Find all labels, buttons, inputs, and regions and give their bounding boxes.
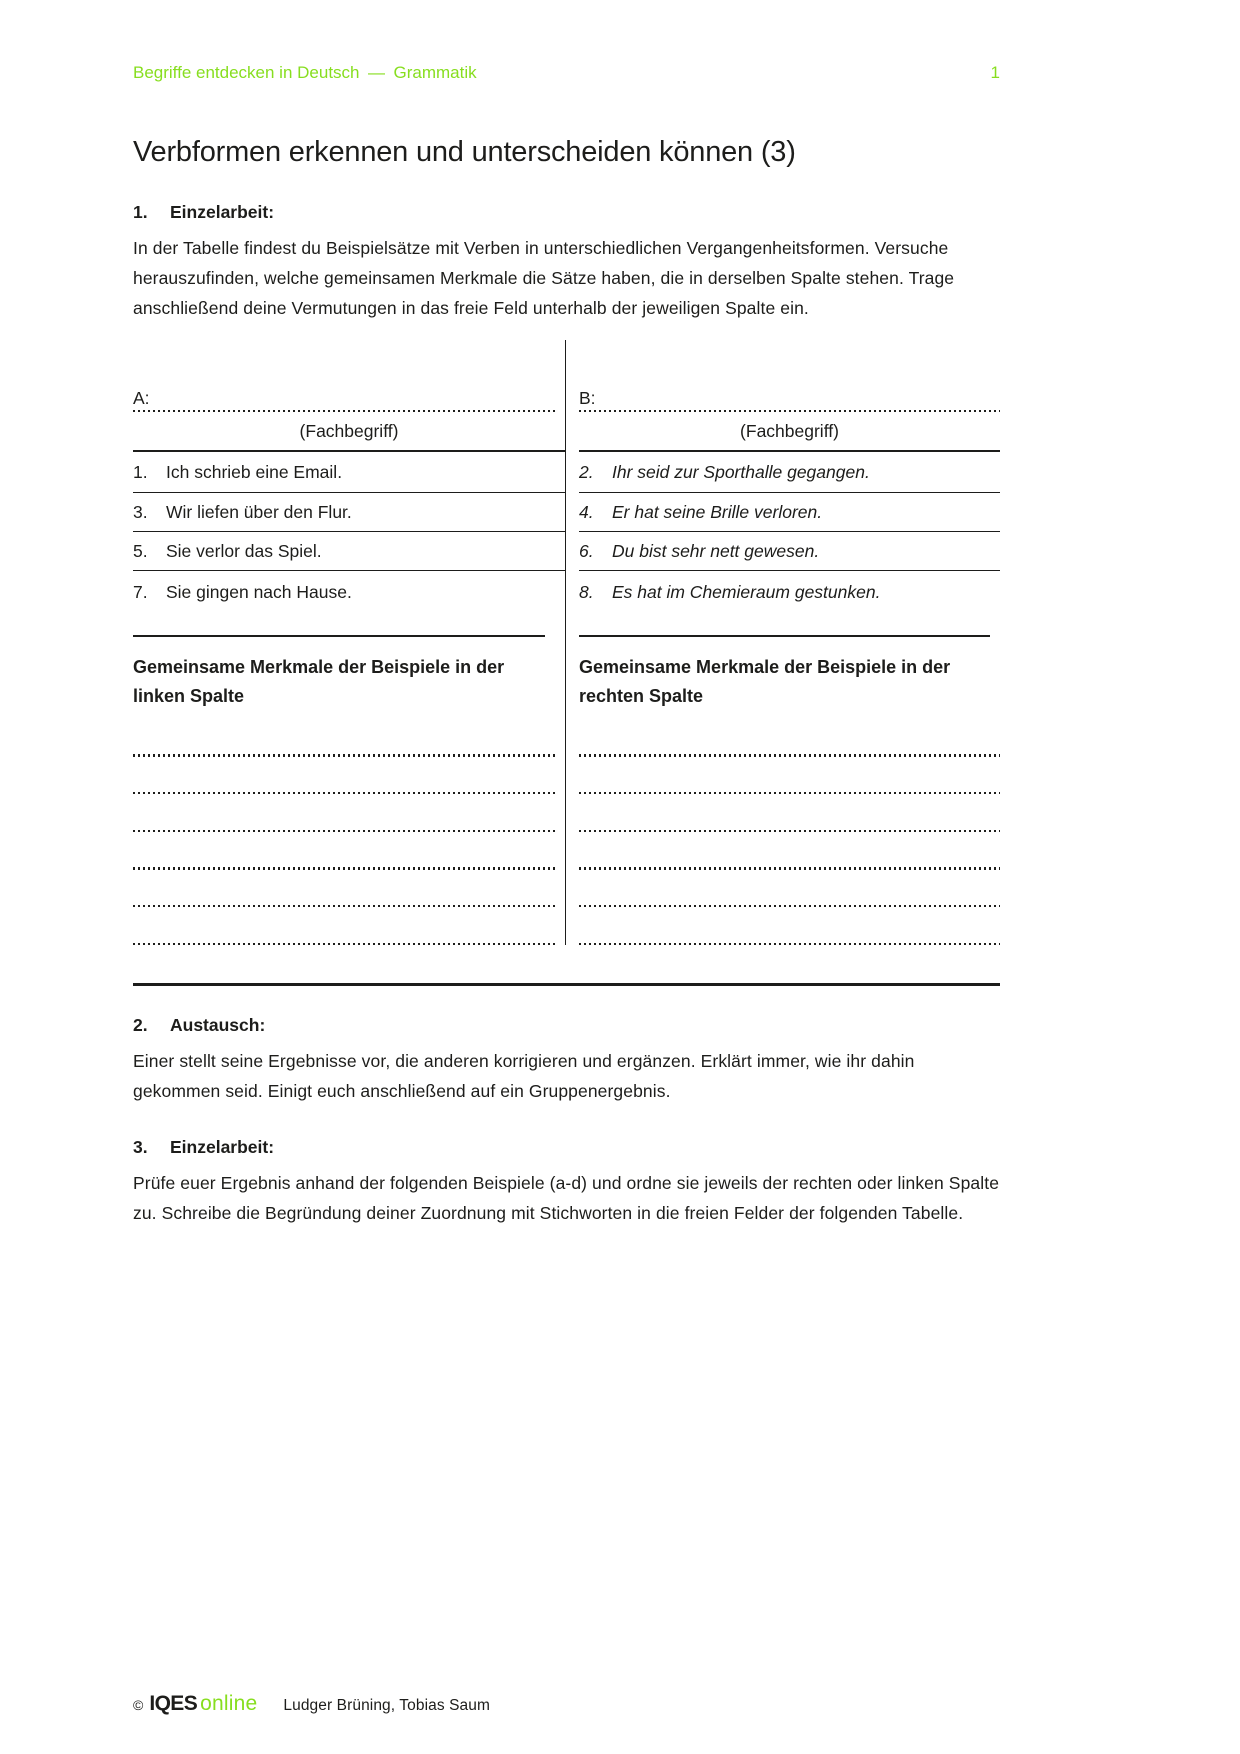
write-line bbox=[133, 905, 557, 907]
write-line bbox=[579, 830, 1000, 832]
sentence-number: 3. bbox=[133, 501, 148, 522]
task-heading-label: Einzelarbeit: bbox=[170, 202, 275, 222]
column-a-fachbegriff: (Fachbegriff) bbox=[133, 412, 565, 452]
write-line bbox=[579, 792, 1000, 794]
page-number: 1 bbox=[990, 63, 1000, 82]
sentence-number: 6. bbox=[579, 540, 594, 561]
write-line bbox=[579, 943, 1000, 945]
sentence-number: 8. bbox=[579, 581, 594, 602]
sentence-number: 2. bbox=[579, 461, 594, 482]
write-lines-left bbox=[133, 754, 565, 945]
sentence-number: 1. bbox=[133, 461, 148, 482]
write-line bbox=[579, 905, 1000, 907]
worksheet-table bbox=[133, 340, 1000, 986]
sentence-text: Ihr seid zur Sporthalle gegangen. bbox=[612, 461, 870, 482]
iqes-logo-bold: IQES bbox=[149, 1692, 198, 1715]
doc-title: Verbformen erkennen und unterscheiden können (3) bbox=[133, 136, 796, 168]
task-heading-label: Einzelarbeit: bbox=[170, 1137, 275, 1157]
merkmale-heading-left: Gemeinsame Merkmale der Beispiele in der linken Spalte bbox=[133, 657, 505, 707]
write-line bbox=[133, 830, 557, 832]
sentence-row bbox=[133, 532, 565, 571]
task-1-heading bbox=[133, 201, 1000, 223]
task-number: 1. bbox=[133, 202, 148, 222]
write-line bbox=[133, 792, 557, 794]
column-b-label: B: bbox=[579, 388, 596, 408]
column-a-label: A: bbox=[133, 388, 150, 408]
sentence-text: Sie gingen nach Hause. bbox=[166, 581, 352, 602]
table-column-b bbox=[565, 340, 1000, 945]
write-line bbox=[579, 754, 1000, 756]
sentence-number: 4. bbox=[579, 501, 594, 522]
write-line bbox=[133, 754, 557, 756]
column-a-label-cell bbox=[133, 340, 565, 412]
sentence-row bbox=[133, 571, 565, 613]
task-number: 3. bbox=[133, 1137, 148, 1157]
page-footer bbox=[133, 1692, 490, 1716]
column-b-fachbegriff: (Fachbegriff) bbox=[579, 412, 1000, 452]
page-header bbox=[133, 62, 1000, 83]
sentence-row bbox=[133, 452, 565, 493]
column-b-label-cell bbox=[579, 340, 1000, 412]
sentence-text: Du bist sehr nett gewesen. bbox=[612, 540, 820, 561]
merkmale-heading-right: Gemeinsame Merkmale der Beispiele in der rechten Spalte bbox=[579, 657, 951, 707]
sentence-text: Ich schrieb eine Email. bbox=[166, 461, 343, 482]
sentence-row bbox=[579, 493, 1000, 532]
header-title: Begriffe entdecken in Deutsch — Grammatik bbox=[133, 63, 477, 82]
task-2-text: Einer stellt seine Ergebnisse vor, die anderen korrigieren und ergänzen. Erklärt immer, wie ihr dahin gekommen seid. Einigt euch anschließend auf ein Gruppenergebnis. bbox=[133, 1051, 915, 1101]
sentence-number: 7. bbox=[133, 581, 148, 602]
write-line bbox=[133, 867, 557, 869]
sentence-row bbox=[579, 452, 1000, 493]
sentence-row bbox=[579, 532, 1000, 571]
sentence-row bbox=[133, 493, 565, 532]
sentence-text: Wir liefen über den Flur. bbox=[166, 501, 352, 522]
task-number: 2. bbox=[133, 1015, 148, 1035]
sentence-number: 5. bbox=[133, 540, 148, 561]
sentence-row bbox=[579, 571, 1000, 613]
task-2-heading bbox=[133, 1014, 1000, 1036]
iqes-logo-online: online bbox=[200, 1692, 258, 1715]
write-line bbox=[133, 943, 557, 945]
table-column-a bbox=[133, 340, 565, 945]
copyright-symbol: © bbox=[133, 1697, 144, 1713]
separator-line bbox=[133, 635, 545, 637]
task-1-text: In der Tabelle findest du Beispielsätze mit Verben in unterschiedlichen Vergangenheitsformen. Versuche herauszufinden, welche gemeinsamen Merkmale die Sätze haben, die in derselben Spalte stehen. Trage anschließend deine Vermutungen in das freie Feld unterhalb der jeweiligen Spalte ein. bbox=[133, 238, 955, 318]
task-heading-label: Austausch: bbox=[170, 1015, 266, 1035]
write-lines-right bbox=[579, 754, 1000, 945]
write-line bbox=[579, 867, 1000, 869]
sentence-text: Es hat im Chemieraum gestunken. bbox=[612, 581, 881, 602]
separator-line bbox=[579, 635, 990, 637]
sentence-text: Sie verlor das Spiel. bbox=[166, 540, 322, 561]
task-3-text: Prüfe euer Ergebnis anhand der folgenden Beispiele (a-d) und ordne sie jeweils der rechten oder linken Spalte zu. Schreibe die Begründung deiner Zuordnung mit Stichworten in die freien Felder der folgenden Tabelle. bbox=[133, 1173, 1000, 1223]
task-3-heading bbox=[133, 1136, 1000, 1158]
sentence-text: Er hat seine Brille verloren. bbox=[612, 501, 823, 522]
footer-authors: Ludger Brüning, Tobias Saum bbox=[283, 1697, 491, 1714]
